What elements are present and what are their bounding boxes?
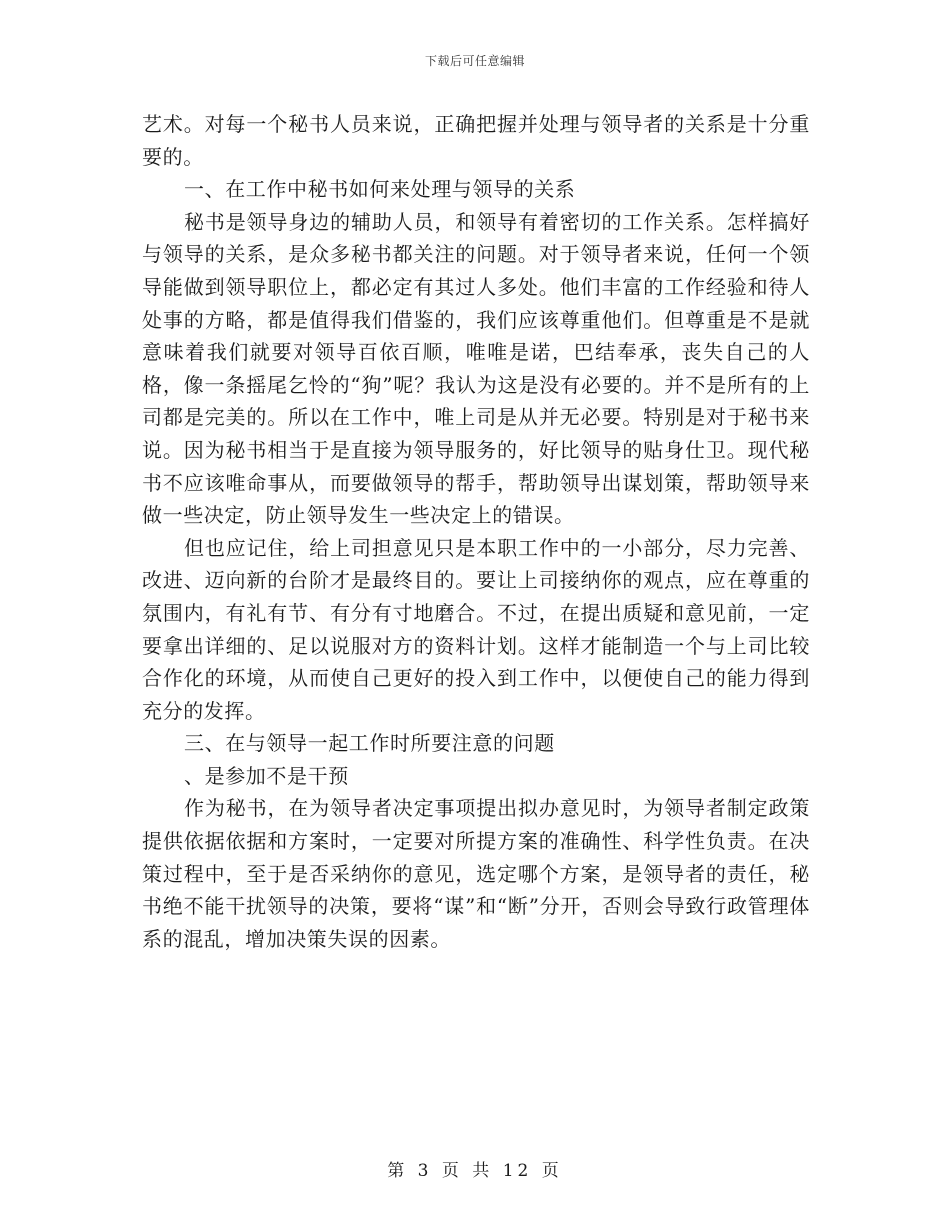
footer-current-page: 3 — [417, 1161, 433, 1181]
paragraph-1: 艺术。对每一个秘书人员来说，正确把握并处理与领导者的关系是十分重要的。 — [142, 112, 810, 169]
footer-label-total: 共 — [472, 1161, 494, 1181]
footer-label-unit2: 页 — [541, 1161, 563, 1181]
paragraph-4: 作为秘书，在为领导者决定事项提出拟办意见时，为领导者制定政策提供依据依据和方案时，一定要对所提方案的准确性、科学性负责。在决策过程中，至于是否采纳你的意见，选定哪个方案，是领导者的责任，秘书绝不能干扰领导的决策，要将“谋”和“断”分开，否则会导致行政管理体系的混乱，增加决策失误的因素。 — [142, 796, 810, 951]
document-body — [142, 108, 810, 955]
section-heading-3: 三、在与领导一起工作时所要注意的问题 — [184, 731, 555, 756]
subsection-heading: 、是参加不是干预 — [184, 763, 349, 788]
page-footer — [0, 1156, 950, 1181]
page-header: 下载后可任意编辑 — [424, 54, 525, 68]
footer-label-unit: 页 — [441, 1161, 463, 1181]
footer-label-page: 第 — [387, 1161, 409, 1181]
footer-total-pages: 12 — [502, 1161, 533, 1181]
paragraph-2: 秘书是领导身边的辅助人员，和领导有着密切的工作关系。怎样搞好与领导的关系，是众多秘书都关注的问题。对于领导者来说，任何一个领导能做到领导职位上，都必定有其过人多处。他们丰富的工作经验和待人处事的方略，都是值得我们借鉴的，我们应该尊重他们。但尊重是不是就意味着我们就要对领导百依百顺，唯唯是诺，巴结奉承，丧失自己的人格，像一条摇尾乞怜的“狗”呢？我认为这是没有必要的。并不是所有的上司都是完美的。所以在工作中，唯上司是从并无必要。特别是对于秘书来说。因为秘书相当于是直接为领导服务的，好比领导的贴身仕卫。现代秘书不应该唯命事从，而要做领导的帮手，帮助领导出谋划策，帮助领导来做一些决定，防止领导发生一些决定上的错误。 — [142, 209, 810, 528]
section-heading-1: 一、在工作中秘书如何来处理与领导的关系 — [184, 177, 576, 202]
paragraph-3: 但也应记住，给上司担意见只是本职工作中的一小部分，尽力完善、改进、迈向新的台阶才是最终目的。要让上司接纳你的观点，应在尊重的氛围内，有礼有节、有分有寸地磨合。不过，在提出质疑和意见前，一定要拿出详细的、足以说服对方的资料计划。这样才能制造一个与上司比较合作化的环境，从而使自己更好的投入到工作中，以便使自己的能力得到充分的发挥。 — [142, 535, 810, 723]
